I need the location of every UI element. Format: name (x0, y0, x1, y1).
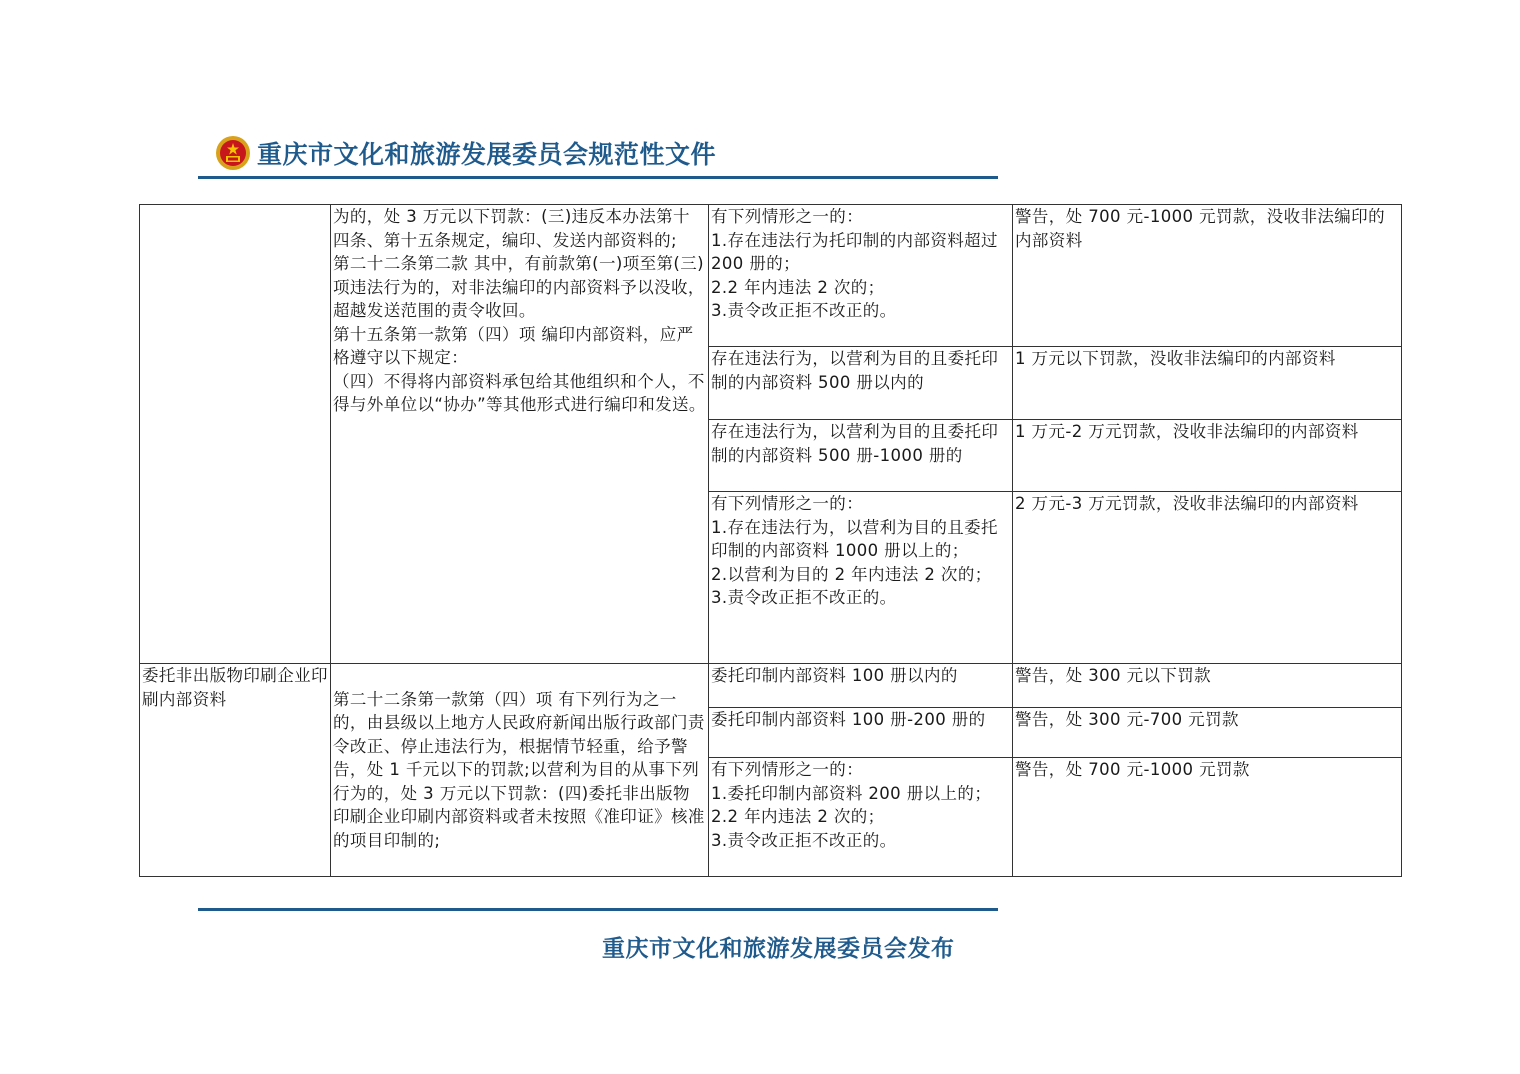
item-cell (140, 205, 331, 664)
circumstance-cell: 有下列情形之一的： 1.存在违法行为托印制的内部资料超过 200 册的； 2.2 年内违法 2 次的； 3.责令改正拒不改正的。 (709, 205, 1013, 347)
penalty-cell: 警告，处 700 元-1000 元罚款 (1013, 758, 1402, 877)
circumstance-cell: 存在违法行为，以营利为目的且委托印制的内部资料 500 册以内的 (709, 347, 1013, 420)
penalty-cell: 警告，处 300 元-700 元罚款 (1013, 708, 1402, 758)
penalty-table (139, 204, 1402, 877)
table-row (140, 664, 1402, 708)
document-header (215, 132, 716, 174)
national-emblem-icon (215, 135, 251, 171)
penalty-cell: 警告，处 700 元-1000 元罚款，没收非法编印的内部资料 (1013, 205, 1402, 347)
footer-rule (198, 908, 998, 911)
circumstance-cell: 委托印制内部资料 100 册以内的 (709, 664, 1013, 708)
circumstance-cell: 有下列情形之一的： 1.委托印制内部资料 200 册以上的； 2.2 年内违法 2 次的； 3.责令改正拒不改正的。 (709, 758, 1013, 877)
circumstance-cell: 存在违法行为，以营利为目的且委托印制的内部资料 500 册-1000 册的 (709, 420, 1013, 492)
legal-basis-cell: 为的，处 3 万元以下罚款：(三)违反本办法第十四条、第十五条规定，编印、发送内部资料的; 第二十二条第二款 其中，有前款第(一)项至第(三)项违法行为的，对非法编印的内部资料予以没收，超越发送范围的责令收回。 第十五条第一款第（四）项 编印内部资料，应严格遵守以下规定： （四）不得将内部资料承包给其他组织和个人，不得与外单位以“协办”等其他形式进行编印和发送。 (331, 205, 709, 664)
penalty-cell: 1 万元以下罚款，没收非法编印的内部资料 (1013, 347, 1402, 420)
legal-basis-cell: 第二十二条第一款第（四）项 有下列行为之一的，由县级以上地方人民政府新闻出版行政部门责令改正、停止违法行为，根据情节轻重，给予警告，处 1 千元以下的罚款;以营利为目的从事下列行为的，处 3 万元以下罚款：(四)委托非出版物印刷企业印刷内部资料或者未按照《准印证》核准的项目印制的; (331, 664, 709, 877)
item-cell: 委托非出版物印刷企业印刷内部资料 (140, 664, 331, 877)
header-title: 重庆市文化和旅游发展委员会规范性文件 (257, 140, 717, 169)
header-rule (198, 176, 998, 179)
footer-publisher: 重庆市文化和旅游发展委员会发布 (602, 935, 955, 962)
circumstance-cell: 有下列情形之一的： 1.存在违法行为，以营利为目的且委托印制的内部资料 1000 册以上的； 2.以营利为目的 2 年内违法 2 次的； 3.责令改正拒不改正的。 (709, 492, 1013, 664)
circumstance-cell: 委托印制内部资料 100 册-200 册的 (709, 708, 1013, 758)
penalty-cell: 警告，处 300 元以下罚款 (1013, 664, 1402, 708)
penalty-cell: 1 万元-2 万元罚款，没收非法编印的内部资料 (1013, 420, 1402, 492)
penalty-cell: 2 万元-3 万元罚款，没收非法编印的内部资料 (1013, 492, 1402, 664)
table-row (140, 205, 1402, 347)
